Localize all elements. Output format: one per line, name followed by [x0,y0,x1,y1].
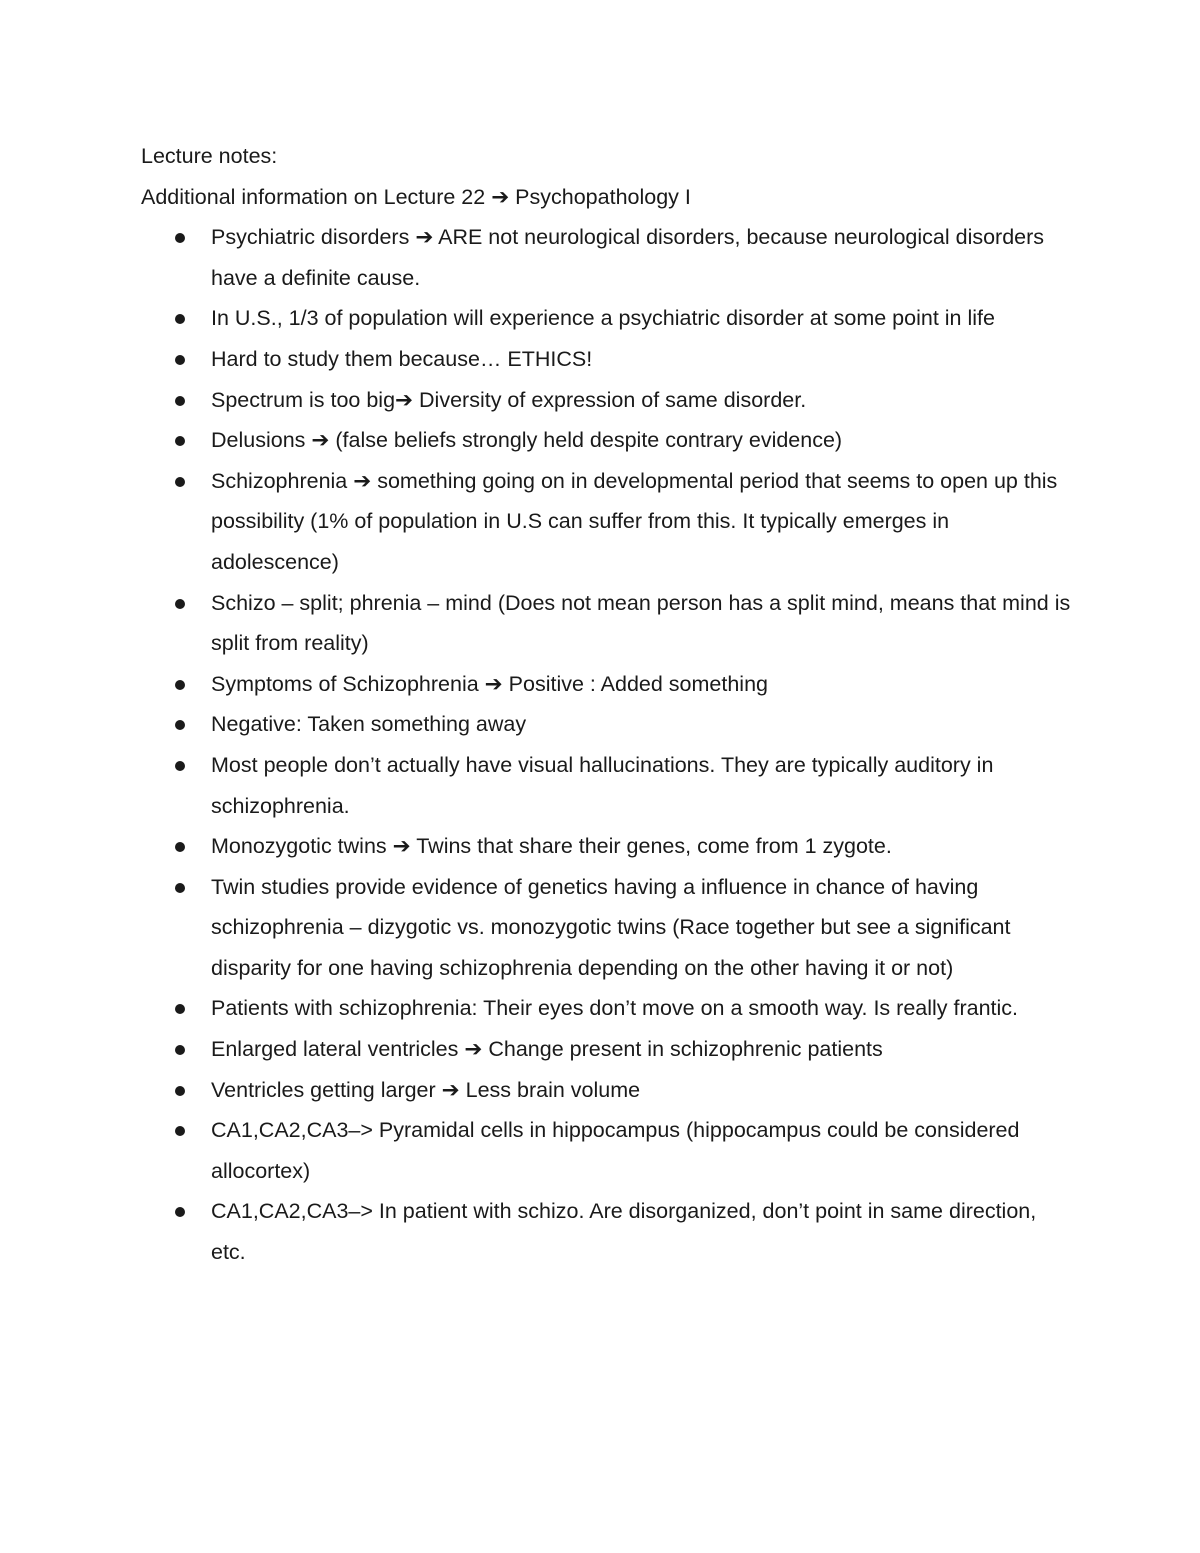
list-item-text: Psychiatric disorders ➔ ARE not neurological disorders, because neurological disorders have a definite cause. [211,225,1045,290]
list-item-text: Patients with schizophrenia: Their eyes don’t move on a smooth way. Is really frantic. [211,996,1019,1021]
bullet-dot-icon [175,1004,185,1014]
notes-heading: Lecture notes: [141,144,278,168]
list-item [141,1029,1071,1070]
list-item-text: In U.S., 1/3 of population will experience a psychiatric disorder at some point in life [211,306,995,331]
bullet-dot-icon [175,477,185,487]
list-item-text: Enlarged lateral ventricles ➔ Change present in schizophrenic patients [211,1037,883,1062]
bullet-dot-icon [175,883,185,893]
list-item [141,745,1071,826]
bullet-dot-icon [175,1126,185,1136]
list-item [141,1110,1071,1191]
list-item [141,826,1071,867]
bullet-dot-icon [175,842,185,852]
list-item-text: Negative: Taken something away [211,712,527,737]
bullet-dot-icon [175,720,185,730]
list-item [141,420,1071,461]
list-item [141,1070,1071,1111]
list-item [141,298,1071,339]
bullet-dot-icon [175,396,185,406]
lecture-subheading: Additional information on Lecture 22 ➔ Psychopathology I [141,184,691,209]
list-item-text: CA1,CA2,CA3–> Pyramidal cells in hippocampus (hippocampus could be considered allocortex) [211,1118,1020,1183]
list-item [141,1191,1071,1272]
list-item [141,664,1071,705]
bullet-dot-icon [175,1086,185,1096]
bullet-dot-icon [175,761,185,771]
list-item-text: Twin studies provide evidence of genetics having a influence in chance of having schizophrenia – dizygotic vs. monozygotic twins (Race together but see a significant disparity for one having schizophrenia depending on the other having it or not) [211,874,1011,980]
list-item [141,380,1071,421]
document-body [141,136,1071,1273]
list-item-text: Monozygotic twins ➔ Twins that share their genes, come from 1 zygote. [211,834,892,859]
list-item [141,583,1071,664]
list-item-text: Schizophrenia ➔ something going on in developmental period that seems to open up this possibility (1% of population in U.S can suffer from this. It typically emerges in adolescence) [211,468,1058,574]
list-item [141,988,1071,1029]
list-item-text: Most people don’t actually have visual hallucinations. They are typically auditory in schizophrenia. [211,752,994,818]
list-item-text: Spectrum is too big➔ Diversity of expression of same disorder. [211,387,807,412]
bullet-dot-icon [175,314,185,324]
bullet-dot-icon [175,680,185,690]
list-item [141,704,1071,745]
bullet-dot-icon [175,599,185,609]
bullet-dot-icon [175,1207,185,1217]
list-item [141,867,1071,989]
list-item-text: Schizo – split; phrenia – mind (Does not mean person has a split mind, means that mind is split from reality) [211,590,1071,656]
bullet-dot-icon [175,436,185,446]
bullet-dot-icon [175,233,185,243]
list-item-text: CA1,CA2,CA3–> In patient with schizo. Are disorganized, don’t point in same direction, etc. [211,1199,1037,1265]
list-item-text: Ventricles getting larger ➔ Less brain volume [211,1077,641,1102]
list-item [141,461,1071,583]
list-item [141,217,1071,298]
list-item [141,339,1071,380]
notes-bullet-list [141,217,1071,1272]
list-item-text: Delusions ➔ (false beliefs strongly held despite contrary evidence) [211,428,843,453]
bullet-dot-icon [175,1045,185,1055]
list-item-text: Hard to study them because… ETHICS! [211,346,593,371]
list-item-text: Symptoms of Schizophrenia ➔ Positive : Added something [211,671,768,696]
bullet-dot-icon [175,355,185,365]
